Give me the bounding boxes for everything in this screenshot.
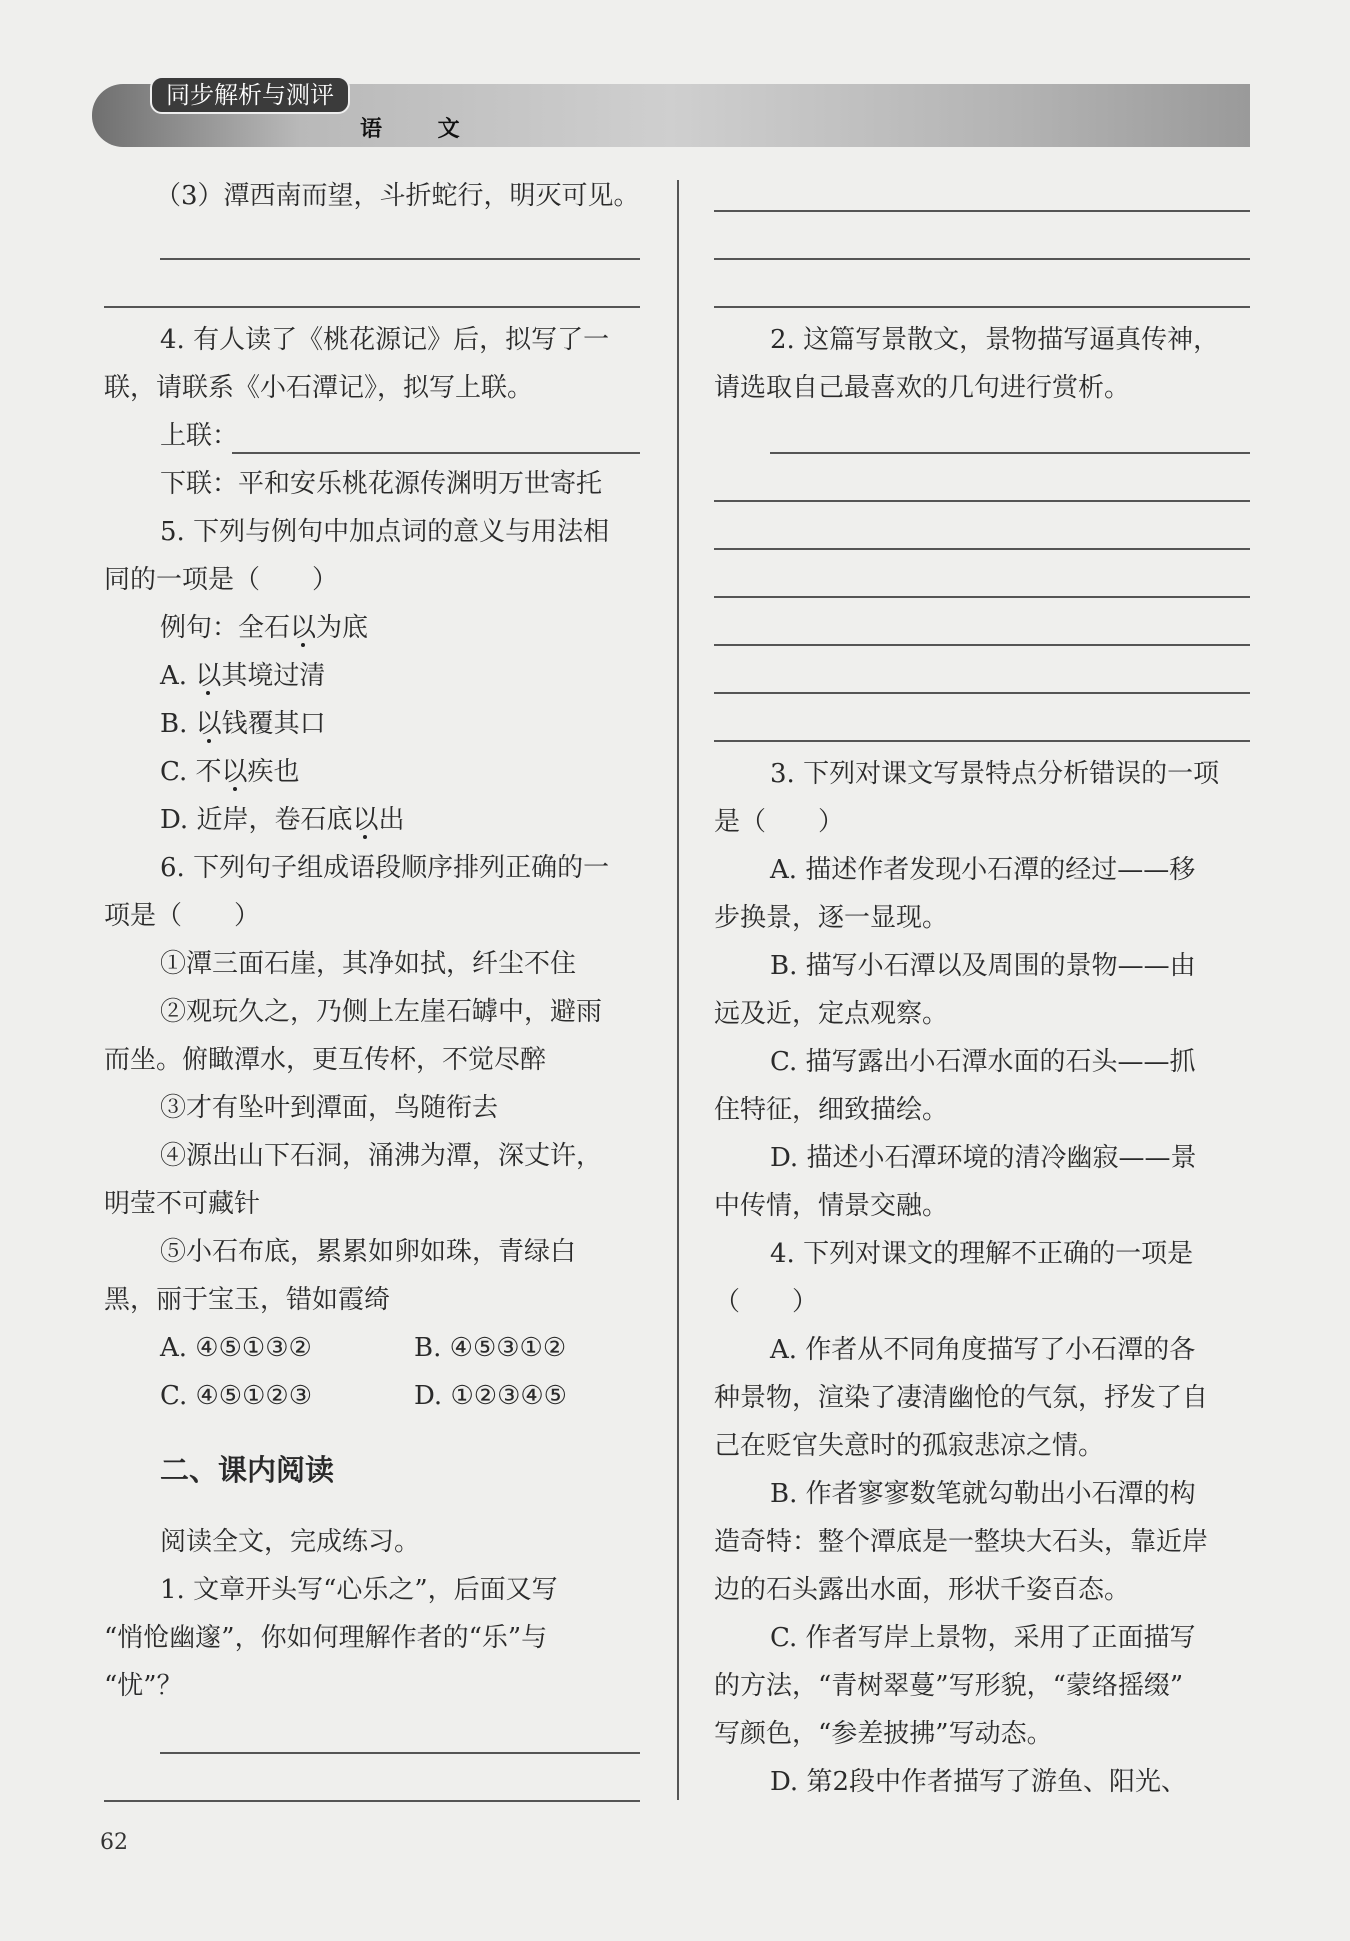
answer-line xyxy=(714,258,1250,260)
q6-sentence-2-line2: 而坐。俯瞰潭水，更互传杯，不觉尽醉 xyxy=(104,1045,547,1075)
emphasis-dot-word: 以 xyxy=(195,661,222,691)
q6-text-line2: 项是（ ） xyxy=(104,901,261,931)
reading-q4-line2: （ ） xyxy=(714,1287,819,1317)
reading-q3-line2: 是（ ） xyxy=(714,807,845,837)
answer-line xyxy=(160,1752,640,1754)
q6-sentence-4-line1: ④源出山下石洞，涌沸为潭，深丈许， xyxy=(160,1141,603,1171)
answer-line xyxy=(714,740,1250,742)
answer-line xyxy=(714,306,1250,308)
reading-q4-option-b-line1: B. 作者寥寥数笔就勾勒出小石潭的构 xyxy=(770,1479,1196,1509)
reading-q3-option-c-line2: 住特征，细致描绘。 xyxy=(714,1095,949,1125)
reading-q4-option-a-line2: 种景物，渲染了凄清幽怆的气氛，抒发了自 xyxy=(714,1383,1209,1413)
q6-sentence-3: ③才有坠叶到潭面，鸟随衔去 xyxy=(160,1093,499,1123)
section-title: 二、课内阅读 xyxy=(160,1453,335,1487)
emphasis-dot-word: 以 xyxy=(290,613,317,643)
reading-q4-option-b-line2: 造奇特：整个潭底是一整块大石头，靠近岸 xyxy=(714,1527,1209,1557)
q5-example: 例句：全石以为底 xyxy=(160,613,369,643)
answer-line xyxy=(714,500,1250,502)
emphasis-dot-word: 以 xyxy=(221,757,248,787)
q6-option-a: A. ④⑤①③② xyxy=(160,1333,312,1363)
emphasis-dot-word: 以 xyxy=(352,805,379,835)
q4-text-line1: 4. 有人读了《桃花源记》后，拟写了一 xyxy=(160,325,610,355)
answer-line xyxy=(714,692,1250,694)
q5-option-a: A. 以其境过清 xyxy=(160,661,326,691)
book-title: 同步解析与测评 xyxy=(150,76,350,114)
answer-line xyxy=(714,596,1250,598)
reading-q3-option-c-line1: C. 描写露出小石潭水面的石头——抓 xyxy=(770,1047,1196,1077)
answer-line xyxy=(714,210,1250,212)
q5-option-c: C. 不以疾也 xyxy=(160,757,300,787)
reading-q4-option-a-line1: A. 作者从不同角度描写了小石潭的各 xyxy=(770,1335,1196,1365)
subject-label: 语 文 xyxy=(360,117,484,142)
lower-couplet: 下联：平和安乐桃花源传渊明万世寄托 xyxy=(160,469,603,499)
reading-q2-line2: 请选取自己最喜欢的几句进行赏析。 xyxy=(714,373,1131,403)
reading-q1-line2: “悄怆幽邃”，你如何理解作者的“乐”与 xyxy=(104,1623,548,1653)
reading-q2-line1: 2. 这篇写景散文，景物描写逼真传神， xyxy=(770,325,1220,355)
answer-line xyxy=(714,644,1250,646)
reading-q4-option-a-line3: 己在贬官失意时的孤寂悲凉之情。 xyxy=(714,1431,1105,1461)
q5-text-line1: 5. 下列与例句中加点词的意义与用法相 xyxy=(160,517,610,547)
upper-couplet-answer-line xyxy=(232,452,640,454)
reading-q4-option-c-line3: 写颜色，“参差披拂”写动态。 xyxy=(714,1719,1053,1749)
reading-q4-option-c-line1: C. 作者写岸上景物，采用了正面描写 xyxy=(770,1623,1196,1653)
section-intro: 阅读全文，完成练习。 xyxy=(160,1527,421,1557)
answer-line xyxy=(104,306,640,308)
page-number: 62 xyxy=(100,1830,128,1855)
reading-q1-line3: “忧”？ xyxy=(104,1671,183,1701)
reading-q4-line1: 4. 下列对课文的理解不正确的一项是 xyxy=(770,1239,1194,1269)
q6-option-b: B. ④⑤③①② xyxy=(414,1333,567,1363)
reading-q4-option-d-line1: D. 第2段中作者描写了游鱼、阳光、 xyxy=(770,1767,1187,1797)
q5-option-d: D. 近岸，卷石底以出 xyxy=(160,805,405,835)
q6-sentence-5-line2: 黑，丽于宝玉，错如霞绮 xyxy=(104,1285,391,1315)
emphasis-dot-word: 以 xyxy=(195,709,222,739)
reading-q3-line1: 3. 下列对课文写景特点分析错误的一项 xyxy=(770,759,1220,789)
reading-q4-option-b-line3: 边的石头露出水面，形状千姿百态。 xyxy=(714,1575,1131,1605)
reading-q3-option-b-line2: 远及近，定点观察。 xyxy=(714,999,949,1029)
answer-line xyxy=(770,452,1250,454)
q6-option-c: C. ④⑤①②③ xyxy=(160,1381,313,1411)
reading-q3-option-d-line2: 中传情，情景交融。 xyxy=(714,1191,949,1221)
answer-line xyxy=(160,258,640,260)
answer-line xyxy=(714,548,1250,550)
upper-couplet-label: 上联： xyxy=(160,421,239,451)
column-divider xyxy=(677,180,679,1800)
reading-q3-option-d-line1: D. 描述小石潭环境的清冷幽寂——景 xyxy=(770,1143,1197,1173)
q4-text-line2: 联，请联系《小石潭记》，拟写上联。 xyxy=(104,373,534,403)
q3-item: （3）潭西南而望，斗折蛇行，明灭可见。 xyxy=(155,181,640,211)
answer-line xyxy=(104,1800,640,1802)
q6-sentence-2-line1: ②观玩久之，乃侧上左崖石罅中，避雨 xyxy=(160,997,603,1027)
q5-option-b: B. 以钱覆其口 xyxy=(160,709,326,739)
q6-sentence-4-line2: 明莹不可藏针 xyxy=(104,1189,261,1219)
q6-sentence-1: ①潭三面石崖，其净如拭，纤尘不住 xyxy=(160,949,577,979)
q6-text-line1: 6. 下列句子组成语段顺序排列正确的一 xyxy=(160,853,610,883)
reading-q3-option-b-line1: B. 描写小石潭以及周围的景物——由 xyxy=(770,951,1196,981)
reading-q4-option-c-line2: 的方法，“青树翠蔓”写形貌，“蒙络摇缀” xyxy=(714,1671,1184,1701)
reading-q3-option-a-line1: A. 描述作者发现小石潭的经过——移 xyxy=(770,855,1196,885)
q6-option-d: D. ①②③④⑤ xyxy=(414,1381,567,1411)
q5-text-line2: 同的一项是（ ） xyxy=(104,565,339,595)
q6-sentence-5-line1: ⑤小石布底，累累如卵如珠，青绿白 xyxy=(160,1237,577,1267)
reading-q1-line1: 1. 文章开头写“心乐之”，后面又写 xyxy=(160,1575,558,1605)
reading-q3-option-a-line2: 步换景，逐一显现。 xyxy=(714,903,949,933)
